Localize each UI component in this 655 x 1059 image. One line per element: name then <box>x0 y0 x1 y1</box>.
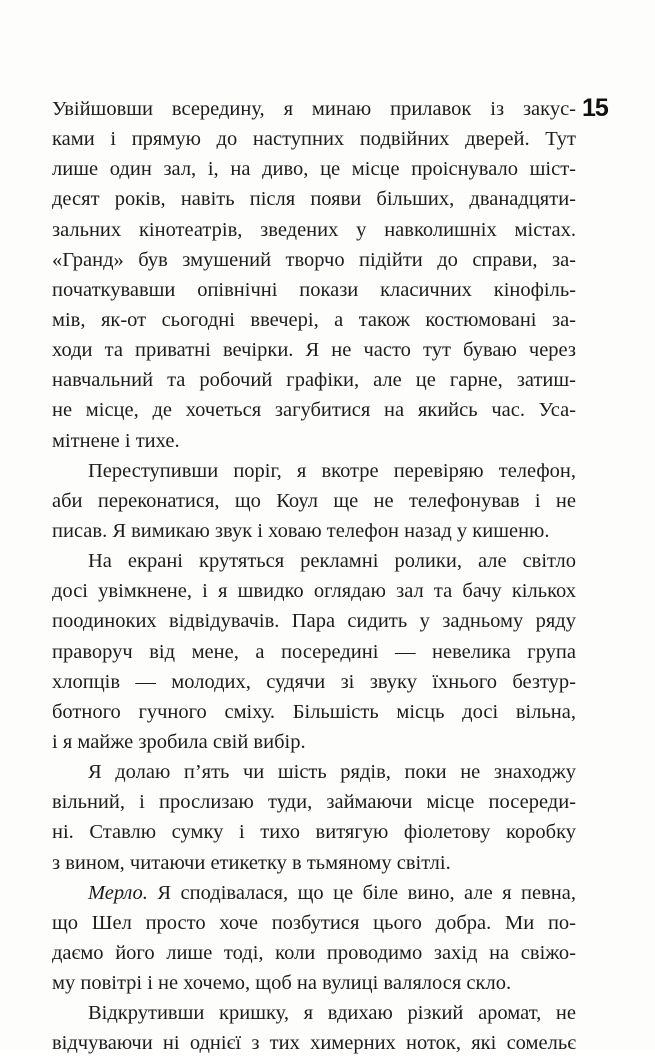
text-line: хлопців — молодих, судячи зі звуку їхнього безтур- <box>52 670 576 693</box>
text-line: навчальний та робочий графіки, але це гарне, затиш- <box>52 369 576 392</box>
text-line: ботного гучного сміху. Більшість місць досі вільна, <box>52 700 576 723</box>
text-line: ні. Ставлю сумку і тихо витягую фіолетову коробку <box>52 821 576 844</box>
text-line: ходи та приватні вечірки. Я не часто тут буваю через <box>52 339 576 362</box>
text-line: відчуваючи ні однієї з тих химерних ноток, які сомельє <box>52 1032 576 1055</box>
text-line: поодиноких відвідувачів. Пара сидить у задньому ряду <box>52 610 576 633</box>
text-line: ками і прямую до наступних подвійних дверей. Тут <box>52 128 576 151</box>
text-line: і я майже зробила свій вибір. <box>52 730 306 753</box>
text-line: «Гранд» був змушений творчо підійти до справи, за- <box>52 248 576 271</box>
text-line: Переступивши поріг, я вкотре перевіряю телефон, <box>88 459 576 482</box>
text-line: початкувавши опівнічні покази класичних кінофіль- <box>52 278 576 301</box>
text-line: мів, як-от сьогодні ввечері, а також костюмовані за- <box>52 308 576 331</box>
text-line: аби переконатися, що Коул ще не телефонував і не <box>52 489 576 512</box>
text-line: праворуч від мене, а посередині — невелика група <box>52 640 576 663</box>
text-line: мітнене і тихе. <box>52 429 180 452</box>
text-line: даємо його лише тоді, коли проводимо захід на свіжо- <box>52 941 576 964</box>
text-line: лише один зал, і, на диво, це місце проіснувало шіст- <box>52 158 576 181</box>
text-line: му повітрі і не хочемо, щоб на вулиці валялося скло. <box>52 972 512 995</box>
text-line: писав. Я вимикаю звук і ховаю телефон назад у кишеню. <box>52 519 550 542</box>
text-line: що Шел просто хоче позбутися цього добра. Ми по- <box>52 911 576 934</box>
text-line: Увійшовши всередину, я минаю прилавок із закус- <box>52 98 576 120</box>
text-line: не місце, де хочеться загубитися на якийсь час. Уса- <box>52 399 576 422</box>
text-line: зальних кінотеатрів, зведених у навколишніх містах. <box>52 218 576 241</box>
text-line-mixed <box>52 878 576 908</box>
text-line: з вином, читаючи етикетку в тьмяному світлі. <box>52 851 451 874</box>
page-number: 15 <box>582 94 608 122</box>
italic-word: Мерло. <box>88 881 148 904</box>
text-line: десят років, навіть після появи більших, дванадцяти- <box>52 188 576 211</box>
text-line: Відкрутивши кришку, я вдихаю різкий аромат, не <box>88 1002 576 1025</box>
text-line: На екрані крутяться рекламні ролики, але світло <box>88 550 576 573</box>
body-text <box>52 94 576 1059</box>
text-fragment: Я сподівалася, що це біле вино, але я певна, <box>147 881 576 904</box>
text-line: вільний, і прослизаю туди, займаючи місце посереди- <box>52 791 576 814</box>
text-line: Я долаю п’ять чи шість рядів, поки не знаходжу <box>88 761 576 784</box>
text-line: досі увімкнене, і я швидко оглядаю зал та бачу кількох <box>52 580 576 603</box>
